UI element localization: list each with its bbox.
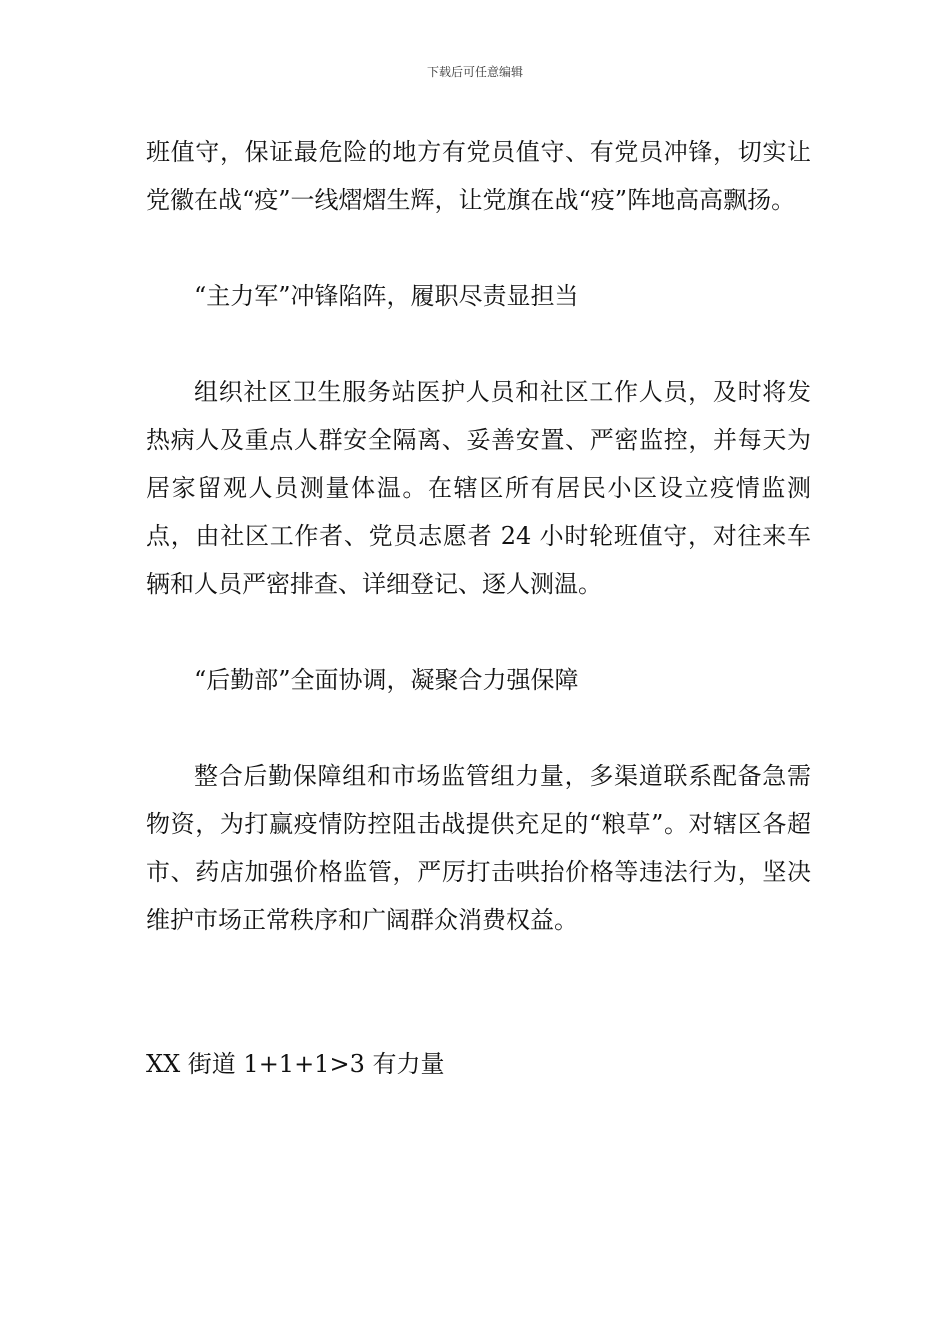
section-heading-main-force: “主力军”冲锋陷阵，履职尽责显担当: [194, 282, 579, 310]
page-header: 下载后可任意编辑: [426, 65, 523, 79]
paragraph-medical-staff: 组织社区卫生服务站医护人员和社区工作人员，及时将发热病人及重点人群安全隔离、妥善安置、严密监控，并每天为居家留观人员测量体温。在辖区所有居民小区设立疫情监测点，由社区工作者、党员志愿者 24 小时轮班值守，对往来车辆和人员严密排查、详细登记、逐人测温。: [146, 378, 811, 598]
paragraph-spacer: [146, 704, 811, 752]
paragraph-spacer: [146, 608, 811, 656]
paragraph-continuation: 班值守，保证最危险的地方有党员值守、有党员冲锋，切实让党徽在战“疫”一线熠熠生辉，让党旗在战“疫”阵地高高飘扬。: [146, 138, 811, 214]
paragraph-spacer: [146, 224, 811, 272]
article-title: XX 街道 1+1+1>3 有力量: [146, 1050, 445, 1078]
paragraph-logistics: 整合后勤保障组和市场监管组力量，多渠道联系配备急需物资，为打赢疫情防控阻击战提供充足的“粮草”。对辖区各超市、药店加强价格监管，严厉打击哄抬价格等违法行为，坚决维护市场正常秩序和广阔群众消费权益。: [146, 762, 811, 934]
document-body: [146, 128, 811, 1088]
paragraph-spacer: [146, 320, 811, 368]
section-heading-logistics: “后勤部”全面协调，凝聚合力强保障: [194, 666, 579, 694]
paragraph-spacer: [146, 944, 811, 1040]
